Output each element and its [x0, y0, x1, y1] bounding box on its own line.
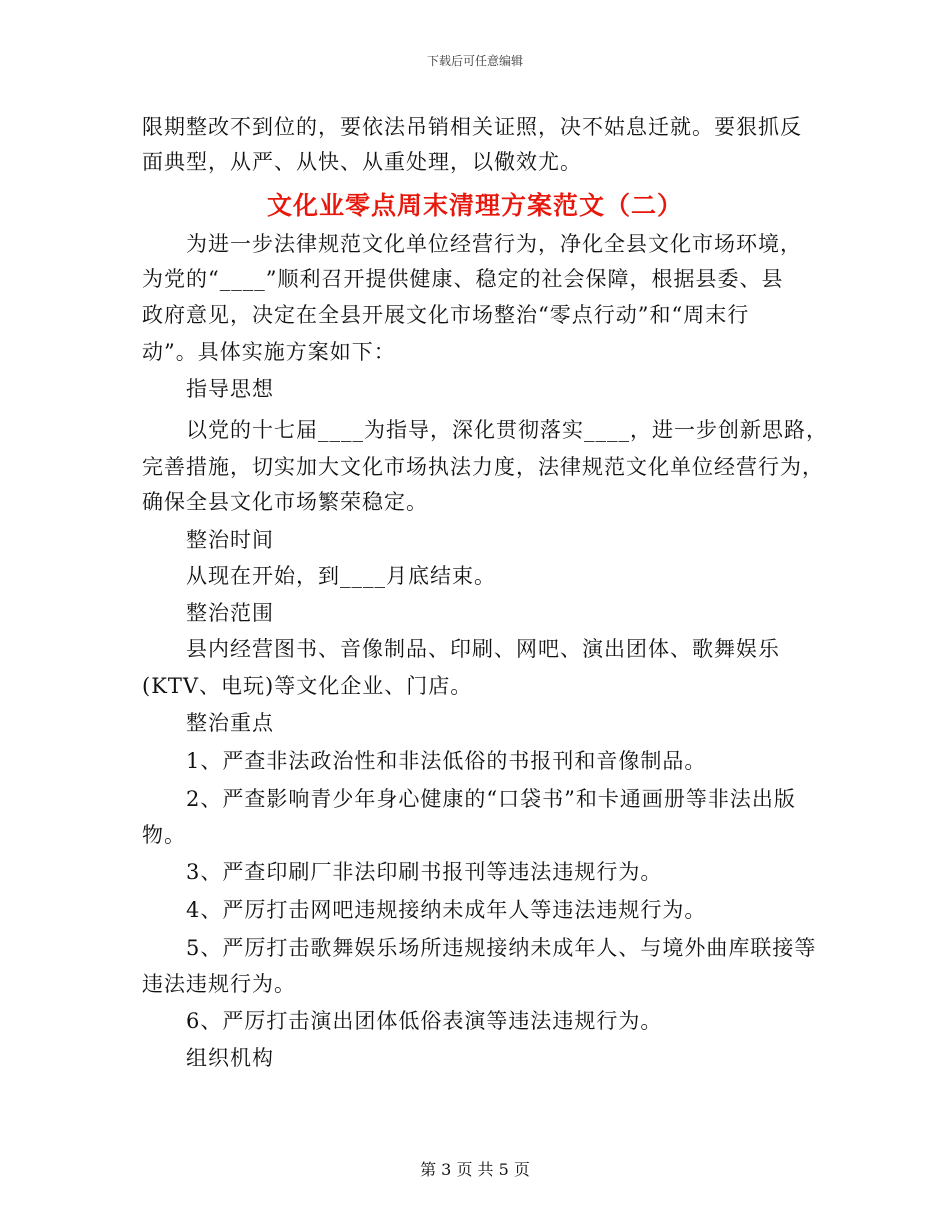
document-title: 文化业零点周末清理方案范文（二）: [266, 191, 683, 220]
paragraph-line: 政府意见，决定在全县开展文化市场整治“零点行动”和“周末行: [142, 303, 750, 327]
section-heading: 组织机构: [186, 1046, 274, 1070]
paragraph-line: 动”。具体实施方案如下：: [142, 340, 396, 364]
list-item: 1、严查非法政治性和非法低俗的书报刊和音像制品。: [186, 749, 707, 773]
list-item-continuation: 违法违规行为。: [142, 972, 296, 996]
paragraph-line: 为进一步法律规范文化单位经营行为，净化全县文化市场环境，: [186, 232, 802, 256]
paragraph-line: 以党的十七届____为指导，深化贯彻落实____，进一步创新思路，: [186, 418, 828, 442]
paragraph-line: 县内经营图书、音像制品、印刷、网吧、演出团体、歌舞娱乐: [186, 637, 780, 661]
paragraph-line: 确保全县文化市场繁荣稳定。: [142, 490, 428, 514]
section-heading: 整治重点: [186, 711, 274, 735]
paragraph-line: 从现在开始，到____月底结束。: [186, 564, 496, 588]
section-heading: 整治时间: [186, 528, 274, 552]
list-item: 6、严厉打击演出团体低俗表演等违法违规行为。: [186, 1009, 663, 1033]
list-item: 3、严查印刷厂非法印刷书报刊等违法违规行为。: [186, 860, 663, 884]
section-heading: 整治范围: [186, 601, 274, 625]
page-header: 下载后可任意编辑: [426, 54, 523, 68]
list-item: 4、严厉打击网吧违规接纳未成年人等违法违规行为。: [186, 898, 707, 922]
section-heading: 指导思想: [186, 377, 274, 401]
list-item: 2、严查影响青少年身心健康的“口袋书”和卡通画册等非法出版: [186, 787, 796, 811]
paragraph-line: 为党的“____”顺利召开提供健康、稳定的社会保障，根据县委、县: [142, 267, 784, 291]
list-item-continuation: 物。: [142, 823, 186, 847]
page-footer: 第 3 页 共 5 页: [420, 1160, 530, 1179]
paragraph-line: 限期整改不到位的，要依法吊销相关证照，决不姑息迁就。要狠抓反: [142, 115, 802, 139]
paragraph-line: 面典型，从严、从快、从重处理，以儆效尤。: [142, 150, 582, 174]
paragraph-line: (KTV、电玩)等文化企业、门店。: [142, 674, 473, 698]
list-item: 5、严厉打击歌舞娱乐场所违规接纳未成年人、与境外曲库联接等: [186, 936, 817, 960]
paragraph-line: 完善措施，切实加大文化市场执法力度，法律规范文化单位经营行为，: [142, 455, 824, 479]
